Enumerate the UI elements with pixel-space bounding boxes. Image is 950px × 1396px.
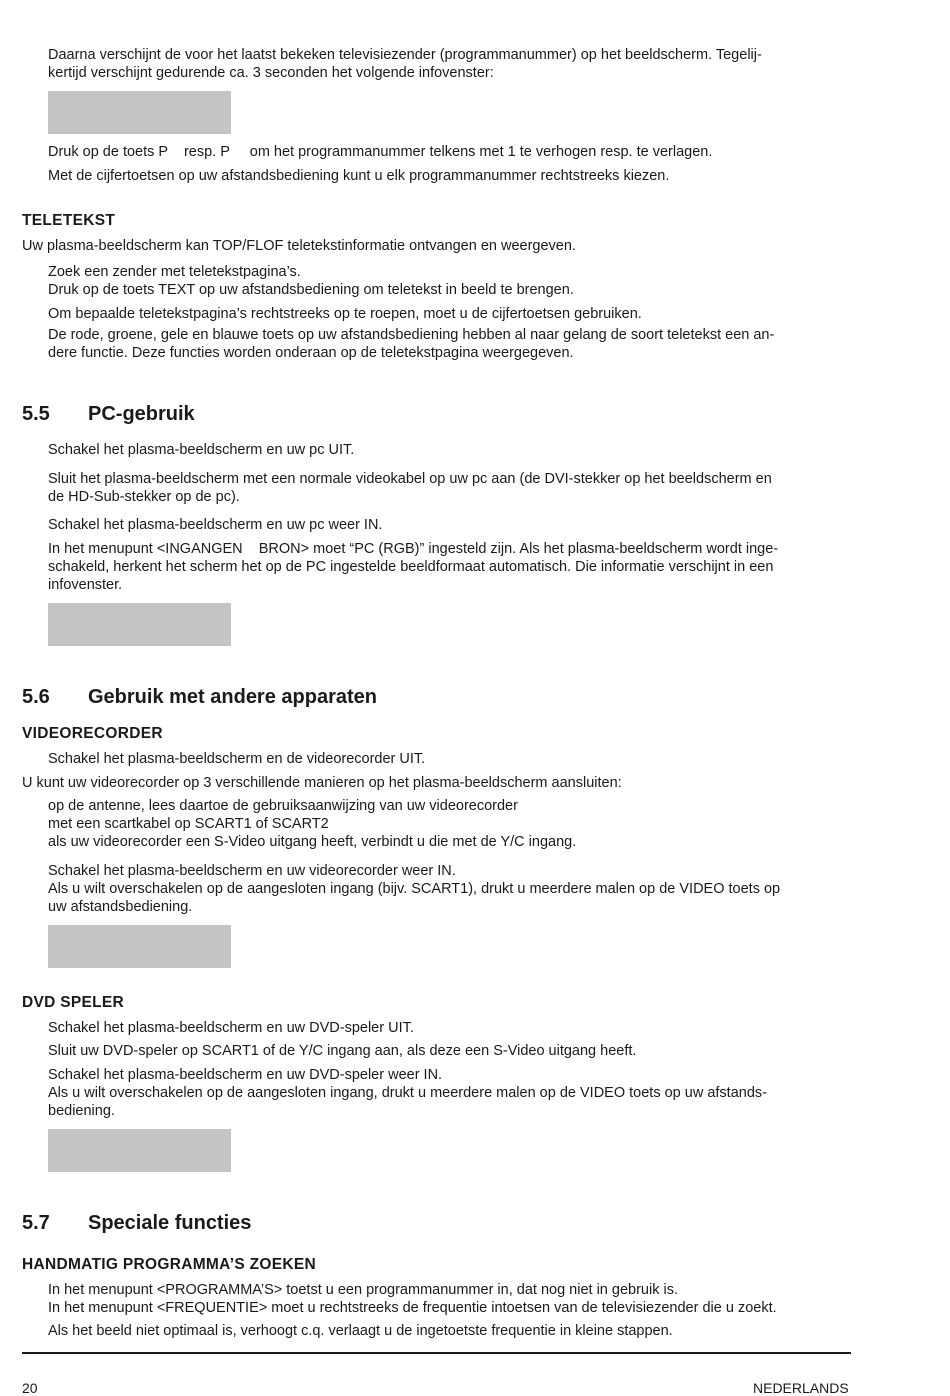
dvd-text: bediening. <box>48 1103 115 1119</box>
dvd-text: Als u wilt overschakelen op de aangesloten ingang, drukt u meerdere malen op de VIDEO toets op uw afstands- <box>48 1085 767 1101</box>
section-number: 5.7 <box>22 1212 50 1234</box>
video-list-item: als uw videorecorder een S-Video uitgang heeft, verbindt u die met de Y/C ingang. <box>48 834 577 850</box>
section-title: Speciale functies <box>88 1212 252 1234</box>
video-list-item: op de antenne, lees daartoe de gebruiksaanwijzing van uw videorecorder <box>48 798 518 814</box>
section-heading-5-5 <box>22 403 195 426</box>
special-text: In het menupunt <PROGRAMMA’S> toetst u een programmanummer in, dat nog niet in gebruik is. <box>48 1282 678 1298</box>
page-number: 20 <box>22 1380 38 1396</box>
intro-paragraph-line: Daarna verschijnt de voor het laatst bekeken televisiezender (programmanummer) op het beeldscherm. Tegelij- <box>48 47 762 63</box>
intro-paragraph: Druk op de toets P resp. P om het programmanummer telkens met 1 te verhogen resp. te verlagen. <box>48 144 713 160</box>
section-number: 5.6 <box>22 686 50 708</box>
video-text: Schakel het plasma-beeldscherm en de videorecorder UIT. <box>48 751 426 767</box>
teletekst-heading: TELETEKST <box>22 212 116 229</box>
special-text: In het menupunt <FREQUENTIE> moet u rechtstreeks de frequentie intoetsen van de televisiezender die u zoekt. <box>48 1300 777 1316</box>
teletekst-text: De rode, groene, gele en blauwe toets op uw afstandsbediening hebben al naar gelang de soort teletekst een an- <box>48 327 775 343</box>
section-heading-5-7 <box>22 1212 251 1235</box>
footer-language: NEDERLANDS <box>753 1380 849 1396</box>
teletekst-text: Zoek een zender met teletekstpagina’s. <box>48 264 301 280</box>
dvd-heading: DVD SPELER <box>22 994 125 1011</box>
section-title: PC-gebruik <box>88 403 195 425</box>
teletekst-text: Om bepaalde teletekstpagina’s rechtstreeks op te roepen, moet u de cijfertoetsen gebruiken. <box>48 306 642 322</box>
video-text: Als u wilt overschakelen op de aangesloten ingang (bijv. SCART1), drukt u meerdere malen op de VIDEO toets op <box>48 881 781 897</box>
teletekst-text: Uw plasma-beeldscherm kan TOP/FLOF teletekstinformatie ontvangen en weergeven. <box>22 238 576 254</box>
pc-text: Schakel het plasma-beeldscherm en uw pc weer IN. <box>48 517 383 533</box>
dvd-text: Schakel het plasma-beeldscherm en uw DVD-speler weer IN. <box>48 1067 443 1083</box>
video-text: Schakel het plasma-beeldscherm en uw videorecorder weer IN. <box>48 863 456 879</box>
dvd-text: Sluit uw DVD-speler op SCART1 of de Y/C ingang aan, als deze een S-Video uitgang heeft. <box>48 1043 637 1059</box>
videorecorder-heading: VIDEORECORDER <box>22 725 163 742</box>
special-text: Als het beeld niet optimaal is, verhoogt c.q. verlaagt u de ingetoetste frequentie in kleine stappen. <box>48 1323 673 1339</box>
video-text: uw afstandsbediening. <box>48 899 193 915</box>
info-window-placeholder <box>48 1129 231 1172</box>
info-window-placeholder <box>48 603 231 646</box>
footer-rule <box>22 1352 851 1354</box>
teletekst-text: Druk op de toets TEXT op uw afstandsbediening om teletekst in beeld te brengen. <box>48 282 574 298</box>
dvd-text: Schakel het plasma-beeldscherm en uw DVD-speler UIT. <box>48 1020 414 1036</box>
pc-text: Sluit het plasma-beeldscherm met een normale videokabel op uw pc aan (de DVI-stekker op het beeldscherm en <box>48 471 772 487</box>
section-title: Gebruik met andere apparaten <box>88 686 377 708</box>
teletekst-text: dere functie. Deze functies worden onderaan op de teletekstpagina weergegeven. <box>48 345 574 361</box>
pc-text: schakeld, herkent het scherm het op de PC ingestelde beeldformaat automatisch. Die informatie verschijnt in een <box>48 559 774 575</box>
video-list-item: met een scartkabel op SCART1 of SCART2 <box>48 816 329 832</box>
video-text: U kunt uw videorecorder op 3 verschillende manieren op het plasma-beeldscherm aansluiten: <box>22 775 622 791</box>
pc-text: de HD-Sub-stekker op de pc). <box>48 489 240 505</box>
section-heading-5-6 <box>22 686 377 709</box>
section-number: 5.5 <box>22 403 50 425</box>
intro-paragraph: Met de cijfertoetsen op uw afstandsbediening kunt u elk programmanummer rechtstreeks kiezen. <box>48 168 670 184</box>
pc-text: infovenster. <box>48 577 123 593</box>
info-window-placeholder <box>48 91 231 134</box>
pc-text: In het menupunt <INGANGEN BRON> moet “PC (RGB)” ingesteld zijn. Als het plasma-beeldscherm wordt inge- <box>48 541 779 557</box>
manual-search-heading: HANDMATIG PROGRAMMA’S ZOEKEN <box>22 1256 316 1273</box>
intro-paragraph-line: kertijd verschijnt gedurende ca. 3 seconden het volgende infovenster: <box>48 65 494 81</box>
info-window-placeholder <box>48 925 231 968</box>
pc-text: Schakel het plasma-beeldscherm en uw pc UIT. <box>48 442 355 458</box>
